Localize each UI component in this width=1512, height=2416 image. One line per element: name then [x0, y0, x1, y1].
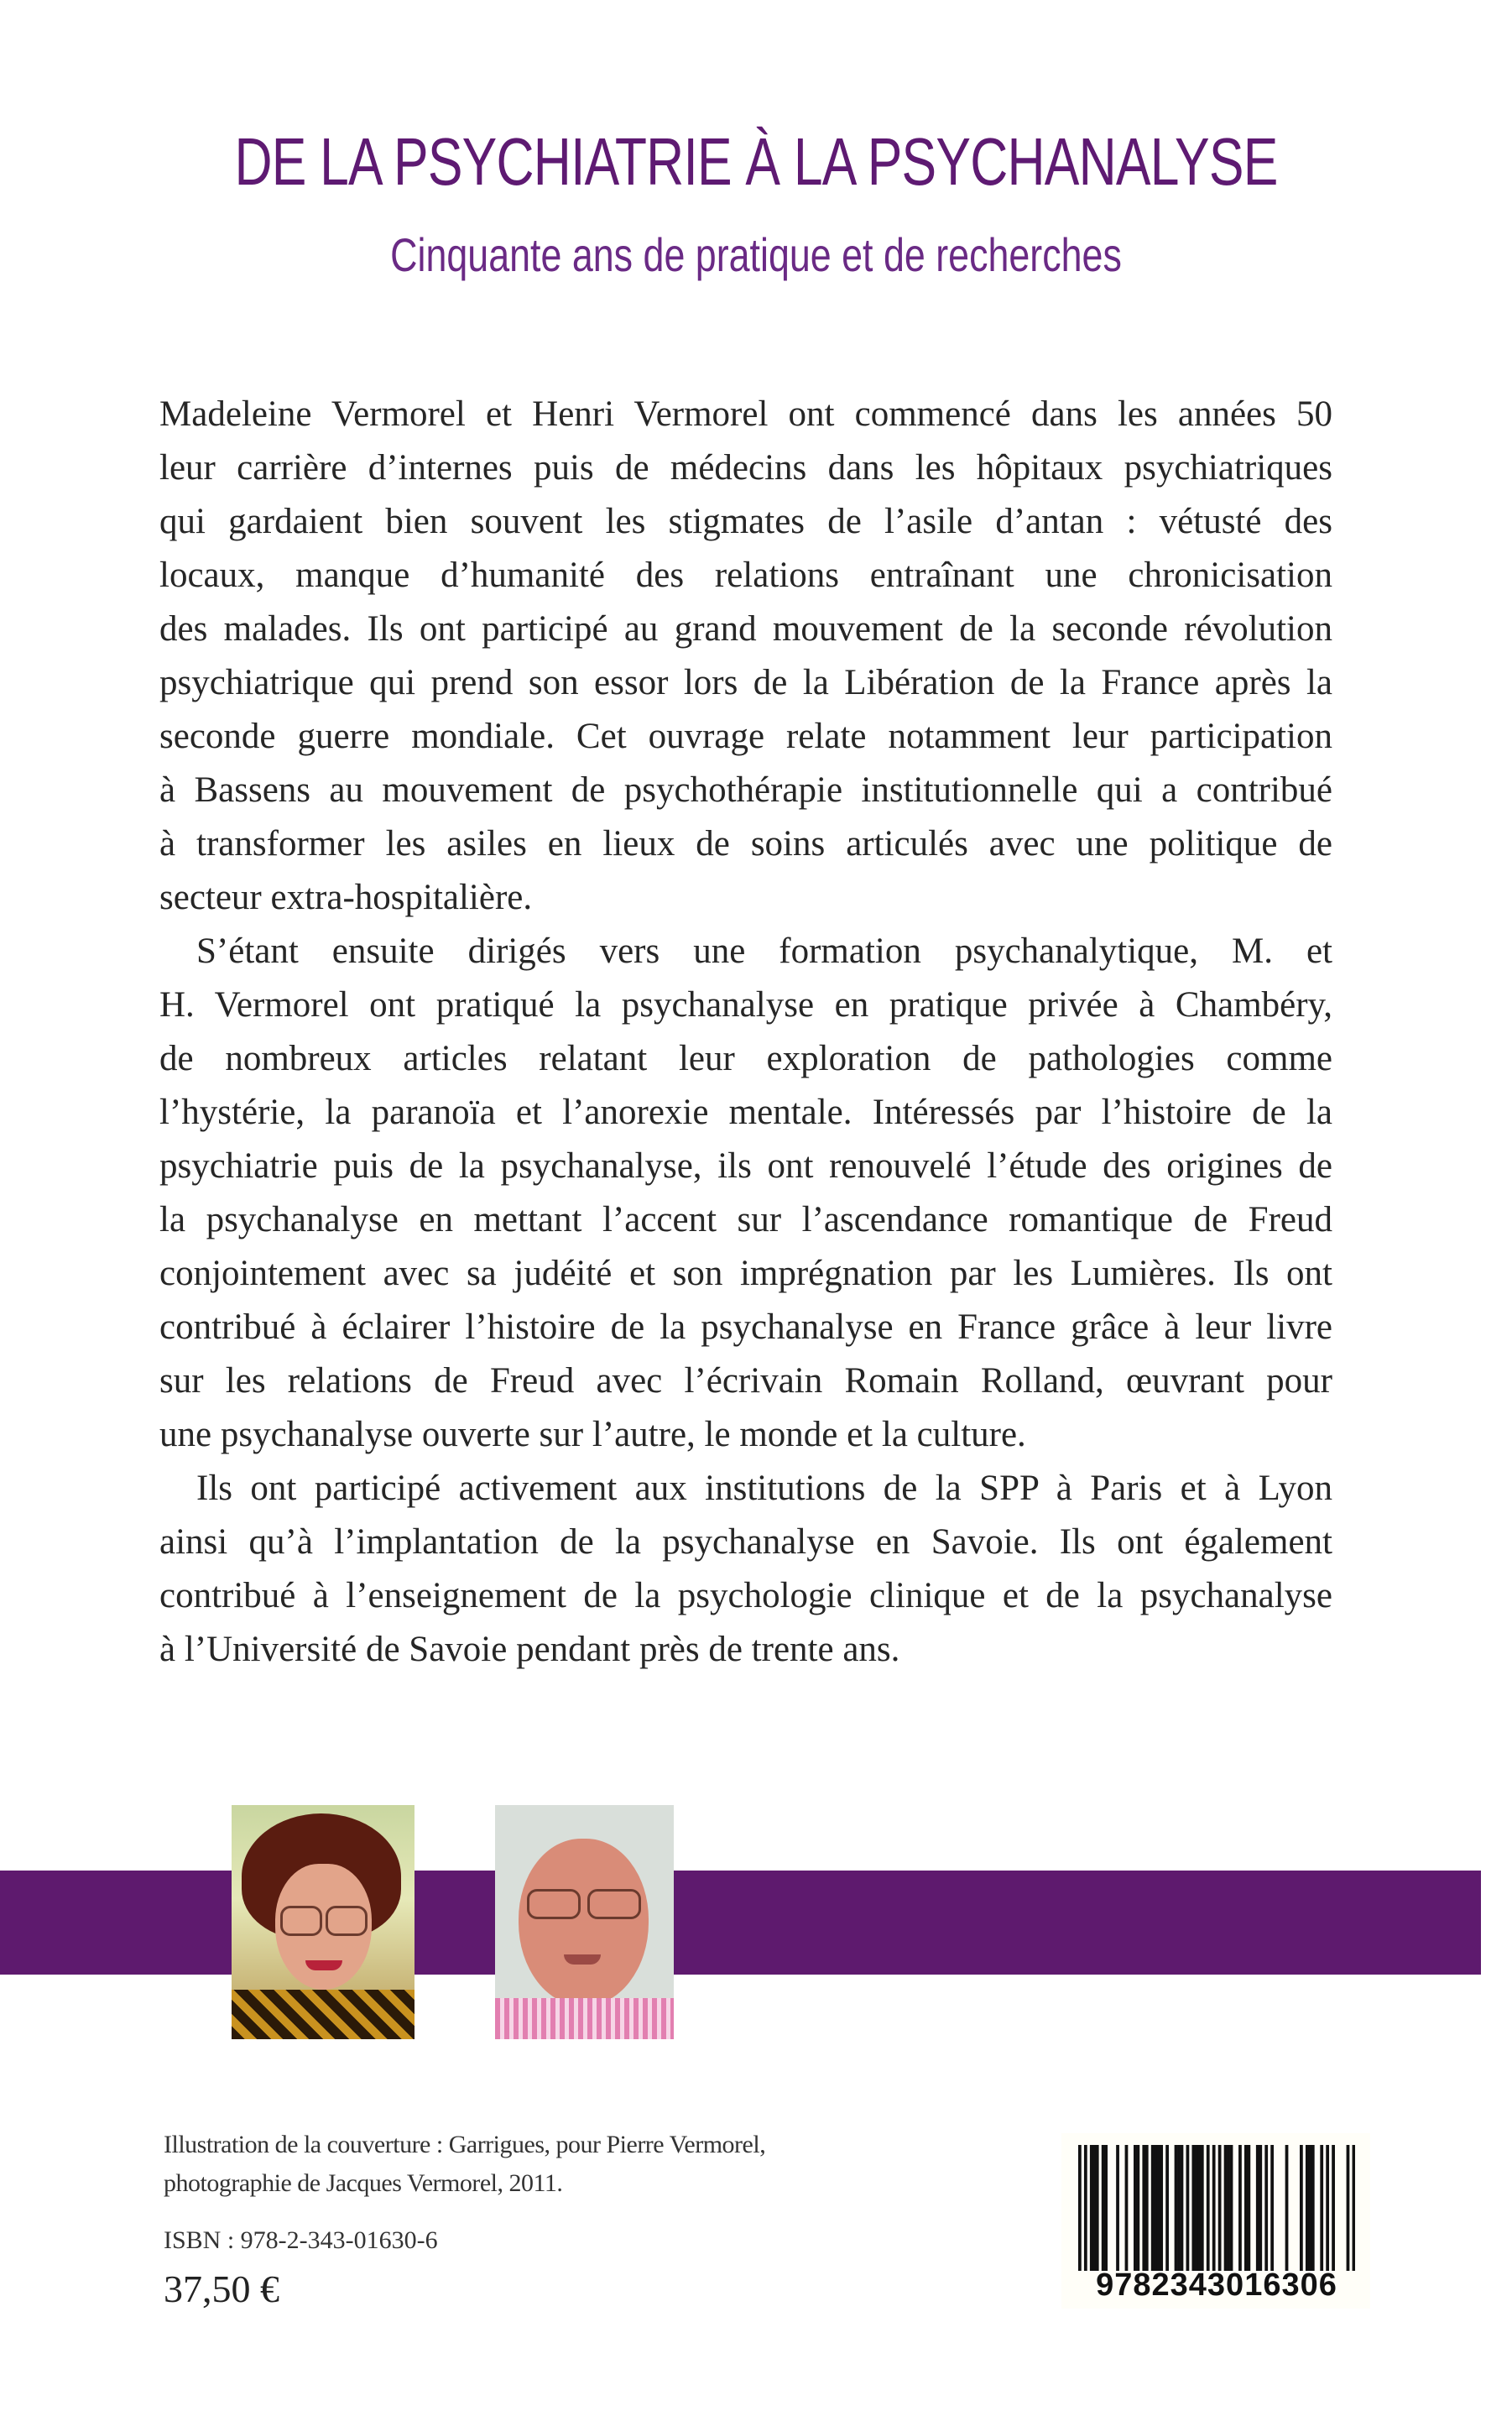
barcode-bar [1247, 2145, 1250, 2271]
blurb-line: Madeleine Vermorel et Henri Vermorel ont commencé dans les années 50 [159, 394, 1332, 434]
barcode-bar [1212, 2145, 1216, 2271]
book-title: DE LA PSYCHIATRIE À LA PSYCHANALYSE [234, 124, 1278, 199]
barcode-bar [1218, 2145, 1222, 2271]
barcode-bar [1195, 2145, 1198, 2271]
blurb-line: qui gardaient bien souvent les stigmates de l’asile d’antan : vétusté des [159, 502, 1332, 541]
barcode-bar [1227, 2145, 1230, 2271]
barcode-bar [1207, 2145, 1210, 2271]
barcode-bar [1264, 2145, 1268, 2271]
blurb-line: contribué à l’enseignement de la psychologie clinique et de la psychanalyse [159, 1576, 1332, 1615]
blurb-line: locaux, manque d’humanité des relations entraînant une chronicisation [159, 556, 1332, 595]
cover-credits [164, 2126, 765, 2203]
barcode-bar [1332, 2145, 1335, 2271]
barcode-bar [1311, 2145, 1315, 2271]
blurb-paragraph [159, 388, 1332, 925]
blurb-line: secteur extra-hospitalière. [159, 878, 533, 917]
barcode-bar [1090, 2145, 1093, 2271]
barcode-bar [1197, 2145, 1201, 2271]
barcode-bar [1300, 2145, 1303, 2271]
blurb-line: à transformer les asiles en lieux de soins articulés avec une politique de [159, 824, 1332, 864]
barcode-bar [1175, 2145, 1178, 2271]
barcode-bar [1116, 2145, 1119, 2271]
price: 37,50 € [164, 2267, 279, 2310]
blurb-paragraph [159, 925, 1332, 1462]
back-cover-blurb [159, 388, 1332, 1677]
barcode-bar [1145, 2145, 1149, 2271]
barcode-bar [1160, 2145, 1163, 2271]
barcode-bar [1224, 2145, 1228, 2271]
blurb-paragraph [159, 1462, 1332, 1677]
credits-line-2: photographie de Jacques Vermorel, 2011. [164, 2169, 563, 2197]
barcode-bar [1201, 2145, 1204, 2271]
barcode-bar [1104, 2145, 1108, 2271]
barcode-bar [1320, 2145, 1323, 2271]
barcode-bar [1347, 2145, 1350, 2271]
blurb-line: H. Vermorel ont pratiqué la psychanalyse en pratique privée à Chambéry, [159, 985, 1332, 1025]
barcode-bar [1165, 2145, 1169, 2271]
barcode-bar [1157, 2145, 1160, 2271]
blurb-line: des malades. Ils ont participé au grand mouvement de la seconde révolution [159, 609, 1332, 649]
barcode-digits: 9782343016306 [1096, 2267, 1337, 2303]
barcode-bar [1306, 2145, 1309, 2271]
isbn-barcode [1061, 2133, 1370, 2309]
barcode-bar [1186, 2145, 1190, 2271]
barcode-bar [1177, 2145, 1181, 2271]
blurb-line: contribué à éclairer l’histoire de la psychanalyse en France grâce à leur livre [159, 1307, 1332, 1347]
barcode-bar [1181, 2145, 1184, 2271]
barcode-bar [1154, 2145, 1157, 2271]
blurb-line: psychiatrie puis de la psychanalyse, ils ont renouvelé l’étude des origines de [159, 1146, 1332, 1186]
author-photo-madeleine [232, 1805, 414, 2039]
blurb-line: leur carrière d’internes puis de médecins dans les hôpitaux psychiatriques [159, 448, 1332, 488]
blurb-line: l’hystérie, la paranoïa et l’anorexie mentale. Intéressés par l’histoire de la [159, 1093, 1332, 1132]
blurb-line: S’étant ensuite dirigés vers une formation psychanalytique, M. et [196, 931, 1332, 971]
barcode-bar [1326, 2145, 1329, 2271]
blurb-line: à Bassens au mouvement de psychothérapie institutionnelle qui a contribué [159, 770, 1332, 810]
blurb-line: ainsi qu’à l’implantation de la psychanalyse en Savoie. Ils ont également [159, 1522, 1332, 1562]
barcode-bar [1270, 2145, 1274, 2271]
barcode-bar [1353, 2145, 1355, 2271]
barcode-bar [1142, 2145, 1145, 2271]
book-subtitle: Cinquante ans de pratique et de recherches [390, 228, 1122, 281]
isbn: ISBN : 978-2-343-01630-6 [164, 2226, 438, 2254]
barcode-bar [1092, 2145, 1096, 2271]
blurb-line: la psychanalyse en mettant l’accent sur l’ascendance romantique de Freud [159, 1200, 1332, 1239]
barcode-bar [1125, 2145, 1129, 2271]
barcode-bar [1151, 2145, 1155, 2271]
credits-line-1: Illustration de la couverture : Garrigues, pour Pierre Vermorel, [164, 2131, 766, 2158]
barcode-bar [1136, 2145, 1139, 2271]
barcode-bar [1259, 2145, 1262, 2271]
blurb-line: sur les relations de Freud avec l’écrivain Romain Rolland, œuvrant pour [159, 1361, 1332, 1401]
barcode-bar [1238, 2145, 1242, 2271]
blurb-line: seconde guerre mondiale. Cet ouvrage relate notamment leur participation [159, 717, 1332, 756]
blurb-line: de nombreux articles relatant leur exploration de pathologies comme [159, 1039, 1332, 1078]
blurb-line: conjointement avec sa judéité et son imprégnation par les Lumières. Ils ont [159, 1254, 1332, 1293]
barcode-bar [1078, 2145, 1082, 2271]
barcode-bar [1256, 2145, 1259, 2271]
barcode-bar [1191, 2145, 1195, 2271]
barcode-bar [1102, 2145, 1105, 2271]
blurb-line: psychiatrique qui prend son essor lors de la Libération de la France après la [159, 663, 1332, 702]
blurb-line: à l’Université de Savoie pendant près de trente ans. [159, 1630, 900, 1669]
barcode-bar [1244, 2145, 1248, 2271]
barcode-bar [1285, 2145, 1289, 2271]
barcode-bar [1084, 2145, 1087, 2271]
blurb-line: Ils ont participé activement aux institutions de la SPP à Paris et à Lyon [196, 1469, 1332, 1508]
barcode-bars [1078, 2145, 1355, 2271]
author-photo-henri [495, 1805, 674, 2039]
blurb-line: une psychanalyse ouverte sur l’autre, le monde et la culture. [159, 1415, 1026, 1454]
accent-band [0, 1871, 1481, 1975]
barcode-bar [1096, 2145, 1099, 2271]
barcode-bar [1308, 2145, 1311, 2271]
barcode-bar [1134, 2145, 1137, 2271]
barcode-bar [1230, 2145, 1233, 2271]
